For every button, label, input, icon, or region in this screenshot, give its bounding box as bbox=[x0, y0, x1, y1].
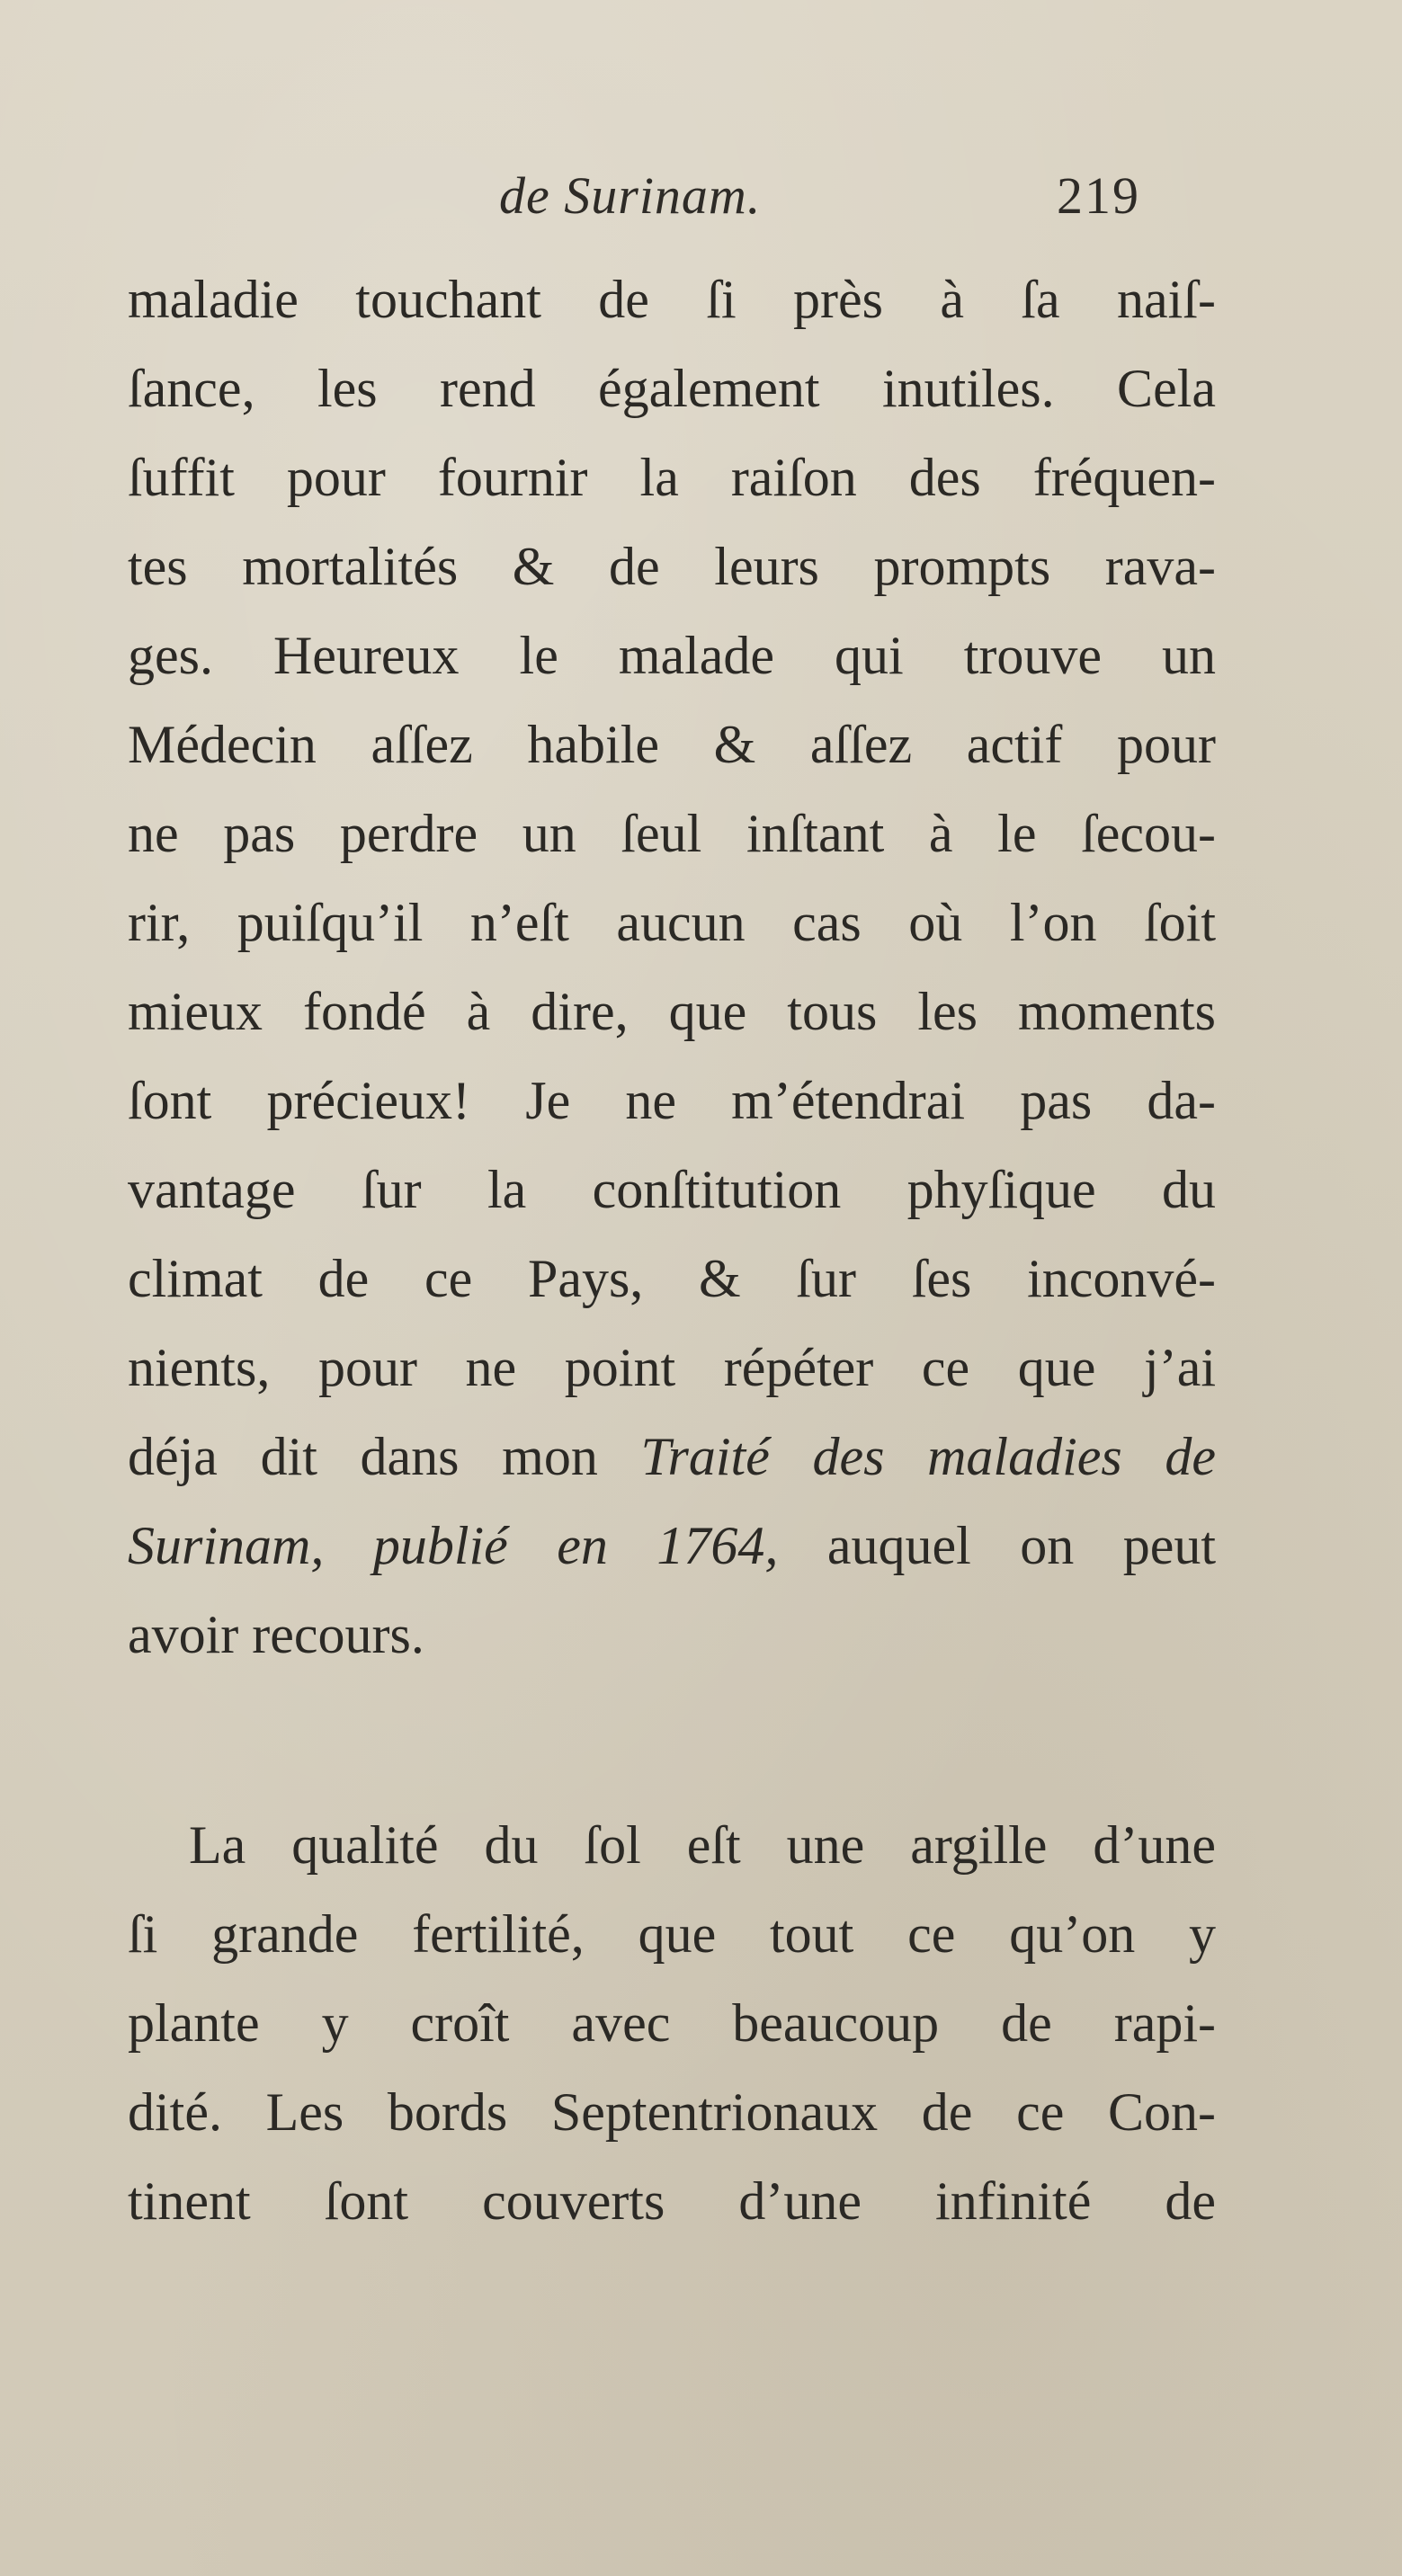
text-line: ſont précieux! Je ne m’étendrai pas da- bbox=[128, 1071, 1216, 1130]
page-header bbox=[135, 160, 1214, 241]
text-line: rir, puiſqu’il n’eſt aucun cas où l’on ſoit bbox=[128, 893, 1216, 952]
page-number: 219 bbox=[1057, 166, 1140, 225]
text-line: dité. Les bords Septentrionaux de ce Con- bbox=[128, 2082, 1216, 2142]
text-line: vantage ſur la conſtitution phyſique du bbox=[128, 1160, 1216, 1219]
work-title-italic: Surinam, publié en 1764, bbox=[128, 1516, 779, 1575]
text-line: tinent ſont couverts d’une infinité de bbox=[128, 2171, 1216, 2231]
text-line: plante y croît avec beaucoup de rapi- bbox=[128, 1993, 1216, 2053]
work-title-italic: Traité des maladies de bbox=[640, 1427, 1217, 1486]
paragraph-1 bbox=[128, 255, 1216, 1680]
text-line: maladie touchant de ſi près à ſa naiſ- bbox=[128, 270, 1216, 329]
text-line: ne pas perdre un ſeul inſtant à le ſecou- bbox=[128, 804, 1216, 863]
text-line: avoir recours. bbox=[128, 1605, 424, 1664]
text-line: climat de ce Pays, & ſur ſes inconvé- bbox=[128, 1249, 1216, 1308]
text-line: nients, pour ne point répéter ce que j’ai bbox=[128, 1338, 1216, 1397]
paragraph-gap bbox=[128, 1680, 1216, 1801]
text-line: Médecin aſſez habile & aſſez actif pour bbox=[128, 715, 1216, 774]
text-line: tes mortalités & de leurs prompts rava- bbox=[128, 537, 1216, 596]
text-line bbox=[128, 1413, 1216, 1502]
text-line: mieux fondé à dire, que tous les moments bbox=[128, 982, 1216, 1041]
text-line: ſi grande fertilité, que tout ce qu’on y bbox=[128, 1904, 1216, 1964]
body-text bbox=[128, 255, 1216, 2246]
text-line: La qualité du ſol eſt une argille d’une bbox=[189, 1815, 1216, 1875]
text-segment: déja dit dans mon bbox=[128, 1427, 641, 1486]
text-line: ſance, les rend également inutiles. Cela bbox=[128, 359, 1216, 418]
running-title: de Surinam. bbox=[499, 166, 762, 225]
text-line: ſuffit pour fournir la raiſon des fréquen- bbox=[128, 448, 1216, 507]
text-segment: auquel on peut bbox=[778, 1516, 1216, 1575]
paragraph-2 bbox=[128, 1801, 1216, 2246]
text-line bbox=[128, 1502, 1216, 1591]
text-line: ges. Heureux le malade qui trouve un bbox=[128, 626, 1216, 685]
